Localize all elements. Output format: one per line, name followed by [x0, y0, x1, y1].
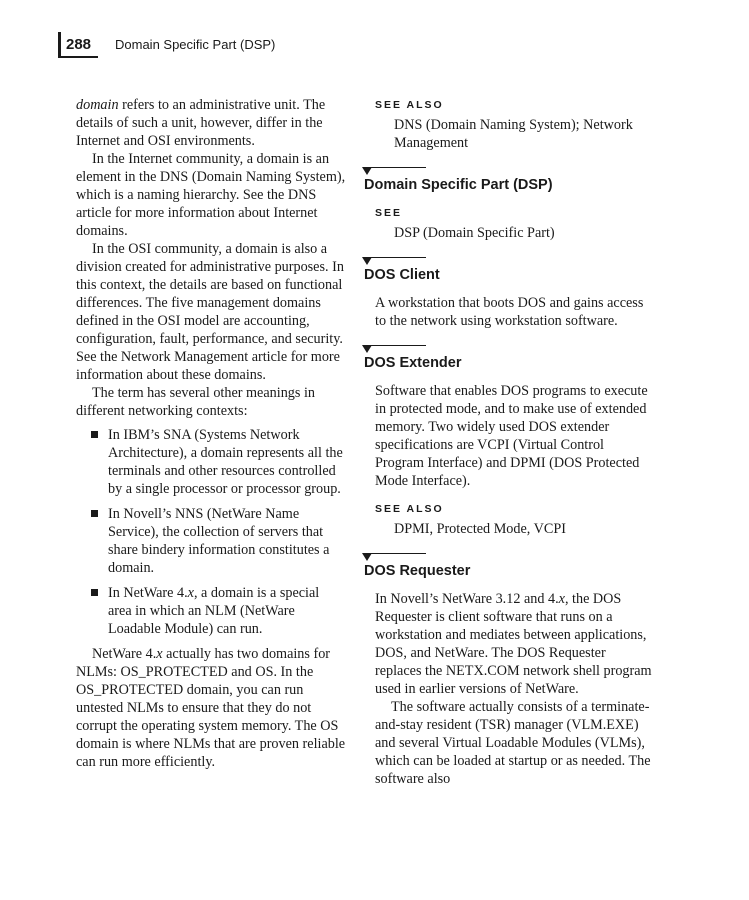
entry-body-continued: The software actually consists of a terminate-and-stay resident (TSR) manager (VLM.EXE) and several Virtual Loadable Modules (VLMs), which can be loaded at startup or as needed. The software also — [375, 699, 651, 787]
paragraph-other-meanings: The term has several other meanings in different networking contexts: — [76, 385, 315, 419]
bullet-square-icon — [91, 589, 98, 596]
paragraph-internet: In the Internet community, a domain is an element in the DNS (Domain Naming System), which is a naming hierarchy. See the DNS article for more information about Internet domains. — [76, 151, 346, 239]
entry-rule — [370, 345, 426, 346]
entry-rule — [370, 167, 426, 168]
paragraph-domain-definition: domain refers to an administrative unit. The details of such a unit, however, differ in the Internet and OSI environments. — [76, 97, 326, 149]
entry-rule — [370, 553, 426, 554]
entry-dos-extender — [362, 344, 652, 538]
header-rule-vertical — [58, 32, 61, 58]
right-column — [362, 96, 652, 788]
left-column — [76, 96, 346, 771]
bullet-square-icon — [91, 431, 98, 438]
running-title: Domain Specific Part (DSP) — [115, 37, 276, 52]
triangle-down-icon — [362, 553, 372, 561]
list-item: In Novell’s NNS (NetWare Name Service), the collection of servers that share bindery information constitutes a domain. — [76, 505, 346, 577]
page-number: 288 — [66, 36, 92, 53]
entry-rule — [370, 257, 426, 258]
see-also-label: SEE ALSO — [375, 99, 444, 111]
entry-title: DOS Extender — [364, 355, 462, 371]
entry-dsp — [362, 166, 652, 242]
list-item: In NetWare 4.x, a domain is a special area in which an NLM (NetWare Loadable Module) can run. — [76, 584, 346, 638]
see-label: SEE — [375, 207, 403, 219]
entry-marker — [362, 256, 652, 266]
triangle-down-icon — [362, 257, 372, 265]
see-links: DSP (Domain Specific Part) — [394, 225, 555, 241]
term-domain: domain — [76, 97, 119, 113]
triangle-down-icon — [362, 167, 372, 175]
entry-marker — [362, 344, 652, 354]
list-item: In IBM’s SNA (Systems Network Architecture), a domain represents all the terminals and other resources controlled by a single processor or processor group. — [76, 426, 346, 498]
entry-marker — [362, 552, 652, 562]
bullet-square-icon — [91, 510, 98, 517]
entry-dos-requester — [362, 552, 652, 788]
entry-body: In Novell’s NetWare 3.12 and 4.x, the DOS Requester is client software that runs on a workstation and mediates between applications, DOS, and NetWare. The DOS Requester replaces the NETX.COM network shell program used in earlier versions of NetWare. — [375, 591, 652, 697]
entry-title: DOS Requester — [364, 563, 471, 579]
bullet-list — [76, 426, 346, 638]
paragraph-netware-domains: NetWare 4.x actually has two domains for NLMs: OS_PROTECTED and OS. In the OS_PROTECTED domain, you can run untested NLMs to ensure that they do not corrupt the operating system memory. The OS domain is where NLMs that are proven reliable can run more efficiently. — [76, 646, 346, 770]
entry-dos-client — [362, 256, 652, 330]
entry-body: A workstation that boots DOS and gains access to the network using workstation software. — [375, 295, 644, 329]
see-also-links: DPMI, Protected Mode, VCPI — [394, 521, 566, 537]
see-also-links: DNS (Domain Naming System); Network Management — [394, 117, 633, 151]
entry-title: Domain Specific Part (DSP) — [364, 177, 553, 193]
entry-marker — [362, 166, 652, 176]
paragraph-osi: In the OSI community, a domain is also a division created for administrative purposes. In this context, the details are based on functional differences. The five management domains defined in the OSI model are accounting, configuration, fault, performance, and security. See the Network Management article for more information about these domains. — [76, 241, 344, 383]
entry-body: Software that enables DOS programs to execute in protected mode, and to make use of extended memory. Two widely used DOS extender specifications are VCPI (Virtual Control Program Interface) and DPMI (DOS Protected Mode Interface). — [375, 383, 648, 489]
see-also-label: SEE ALSO — [375, 503, 444, 515]
page-header — [58, 32, 698, 58]
triangle-down-icon — [362, 345, 372, 353]
header-rule-horizontal — [58, 56, 98, 58]
entry-title: DOS Client — [364, 267, 440, 283]
